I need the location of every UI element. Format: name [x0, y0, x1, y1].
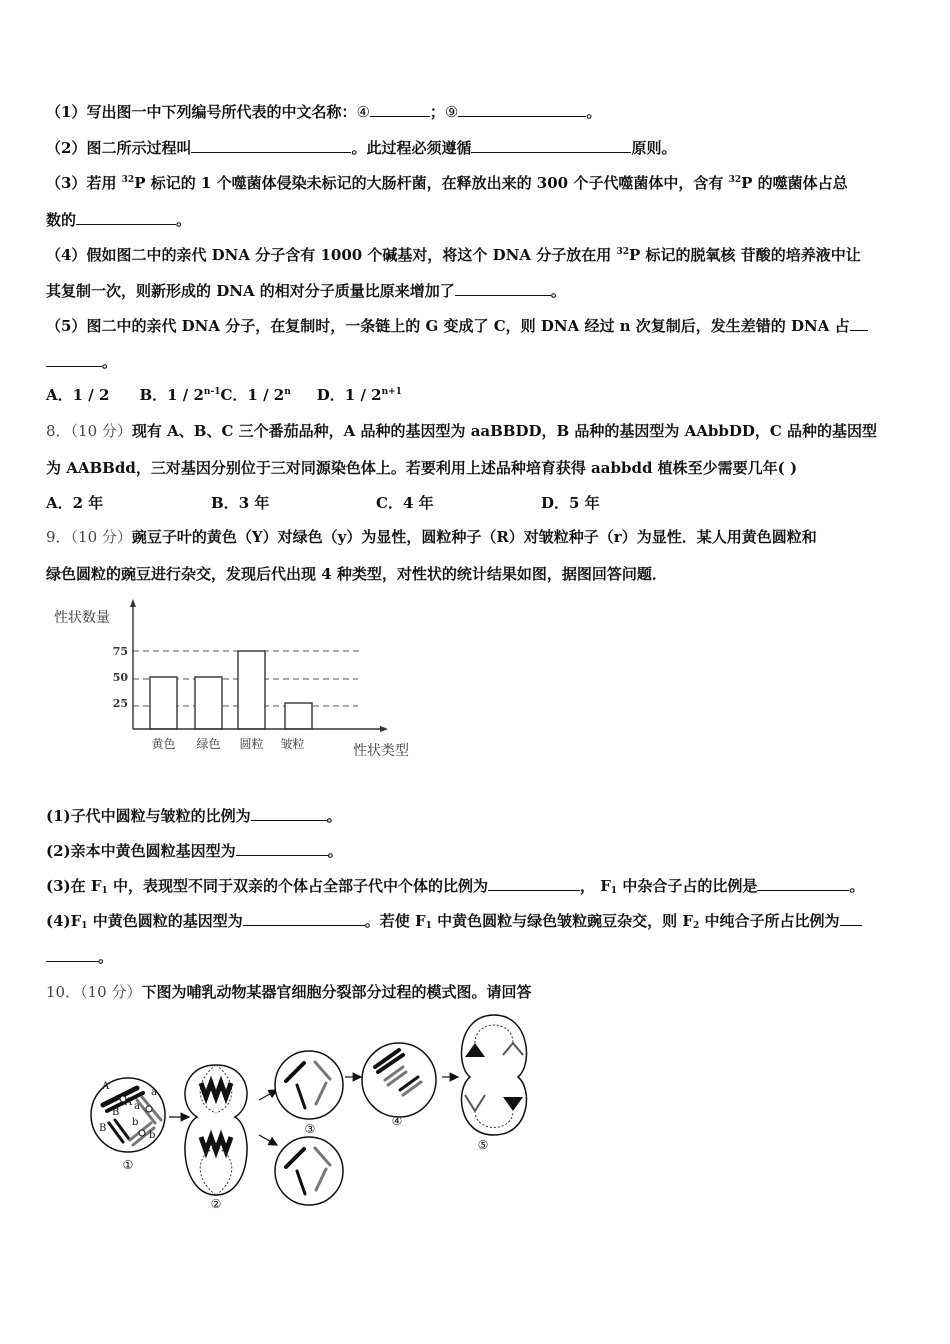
cell-3: [275, 1051, 343, 1136]
cell-2: [185, 1065, 247, 1210]
x-axis-arrow-icon: [380, 726, 388, 732]
q9-sub1: [46, 806, 342, 826]
svg-text:④: ④: [391, 1114, 403, 1128]
option-b[interactable]: [139, 385, 220, 405]
svg-text:a: a: [134, 1101, 140, 1112]
svg-text:25: 25: [112, 697, 128, 710]
circled-number-9: ⑨: [444, 103, 459, 121]
option-value: 1 / 2: [344, 386, 382, 404]
circled-number-4: ④: [356, 103, 370, 121]
cell-3-sibling: [275, 1137, 343, 1205]
bar-3: [285, 703, 312, 729]
svg-text:皱粒: 皱粒: [280, 737, 305, 751]
period: 。: [550, 282, 566, 300]
q7-part4-line2: [46, 281, 566, 301]
question-text: 现有 A、B、C 三个番茄品种，A 品种的基因型为 aaBBDD，B 品种的基因型为 AAbbDD，C 品种的基因型: [131, 422, 878, 440]
answer-blank-homozygous-b[interactable]: [46, 947, 98, 962]
option-label: D．: [316, 386, 345, 404]
svg-text:⑤: ⑤: [477, 1138, 489, 1152]
svg-text:绿色: 绿色: [196, 737, 221, 751]
sub-label: (2): [46, 842, 71, 860]
part-text: 图二中的亲代 DNA 分子，在复制时，一条链上的 G 变成了 C，则 DNA 经过 n 次复制后，发生差错的 DNA 占: [86, 317, 850, 335]
svg-text:a: a: [151, 1087, 157, 1098]
option-a[interactable]: [46, 493, 211, 513]
subscript: 1: [425, 921, 432, 931]
part-text: 若用: [86, 174, 122, 192]
answer-blank-error-a[interactable]: [850, 316, 868, 331]
part-text: 数的: [46, 211, 77, 229]
svg-text:b: b: [132, 1117, 139, 1128]
q8-stem-line1: [46, 421, 877, 441]
sub-text: 在 F: [70, 877, 102, 895]
q8-stem-line2: [46, 458, 797, 478]
svg-text:黄色: 黄色: [151, 737, 176, 751]
y-tick-labels: [113, 645, 129, 710]
option-label: C．: [220, 386, 248, 404]
option-label: C．: [376, 494, 403, 512]
question-text: 下图为哺乳动物某器官细胞分裂部分过程的模式图。请回答: [141, 983, 532, 1001]
separator: ；: [429, 103, 445, 121]
q9-stem-line2: [46, 564, 667, 584]
q7-options: [46, 385, 402, 405]
option-label: A．: [46, 494, 73, 512]
part-text: 假如图二中的亲代 DNA 分子含有 1000 个碱基对，将这个 DNA 分子放在用: [86, 246, 617, 264]
option-value: 1 / 2: [247, 386, 285, 404]
answer-blank-ratio[interactable]: [76, 210, 176, 225]
question-score: （10 分）: [70, 528, 132, 546]
bar-2: [238, 651, 265, 729]
question-score: （10 分）: [70, 422, 132, 440]
part-text: 写出图一中下列编号所代表的中文名称：: [86, 103, 357, 121]
part-text: P 的噬菌体占总: [741, 174, 848, 192]
bar-chart-svg: [40, 595, 430, 765]
answer-blank-process[interactable]: [191, 138, 351, 153]
q7-part1: [46, 102, 601, 122]
part-text: 图二所示过程叫: [86, 139, 192, 157]
answer-blank-ratio[interactable]: [251, 806, 327, 821]
q9-sub2: [46, 841, 343, 861]
part-label: （3）: [46, 174, 87, 192]
cell-5: [461, 1015, 526, 1152]
part-text: 其复制一次，则新形成的 DNA 的相对分子质量比原来增加了: [46, 282, 455, 300]
option-c[interactable]: [376, 493, 541, 513]
part-label: （1）: [46, 103, 87, 121]
question-number: 10．: [46, 983, 81, 1001]
sub-label: (3): [46, 877, 71, 895]
q8-options: [46, 493, 600, 513]
answer-blank-4[interactable]: [370, 102, 430, 117]
svg-text:75: 75: [112, 645, 128, 658]
part-label: （2）: [46, 139, 87, 157]
q7-part4: [46, 245, 861, 265]
option-label: D．: [541, 494, 570, 512]
q7-part2: [46, 138, 676, 158]
answer-blank-genotype[interactable]: [243, 911, 365, 926]
bar-1: [195, 677, 222, 729]
sub-text: 中，表现型不同于双亲的个体占全部子代中个体的比例为: [107, 877, 489, 895]
period: 。: [102, 353, 118, 371]
answer-blank-homozygous-a[interactable]: [840, 911, 862, 926]
sub-text: ， F: [580, 877, 611, 895]
part-label: （4）: [46, 246, 87, 264]
sub-label: (1): [46, 807, 71, 825]
bar-0: [150, 677, 177, 729]
x-tick-labels: [151, 736, 304, 751]
cell-division-svg: [85, 1005, 565, 1210]
q7-part5: [46, 316, 868, 336]
option-d[interactable]: [317, 385, 402, 405]
period: 。: [586, 103, 602, 121]
q10-stem: [46, 982, 531, 1002]
part-label: （5）: [46, 317, 87, 335]
option-value: 1 / 2: [167, 386, 204, 404]
q9-sub4-line2: [46, 947, 113, 967]
bars: [150, 651, 312, 729]
subscript: 2: [693, 921, 700, 931]
answer-blank-genotype[interactable]: [236, 841, 328, 856]
question-text: 豌豆子叶的黄色（Y）对绿色（y）为显性，圆粒种子（R）对皱粒种子（r）为显性．某人用黄色圆粒和: [131, 528, 817, 546]
svg-text:B: B: [99, 1123, 107, 1134]
option-a[interactable]: [46, 385, 109, 405]
question-number: 9．: [46, 528, 71, 546]
period: 。: [326, 807, 342, 825]
isotope-superscript: 32: [728, 175, 742, 185]
sub-text: 子代中圆粒与皱粒的比例为: [70, 807, 251, 825]
part-text: P 标记的脱氧核 苷酸的培养液中让: [629, 246, 861, 264]
option-b[interactable]: [211, 493, 376, 513]
question-score: （10 分）: [80, 983, 142, 1001]
q7-part3-line2: [46, 210, 191, 230]
svg-text:①: ①: [122, 1158, 134, 1172]
question-number: 8．: [46, 422, 71, 440]
trait-bar-chart: [40, 595, 430, 765]
exponent: n+1: [381, 387, 402, 397]
svg-text:②: ②: [210, 1197, 222, 1210]
svg-text:③: ③: [304, 1122, 316, 1136]
subscript: 1: [101, 886, 108, 896]
answer-blank-ratio-a[interactable]: [488, 876, 580, 891]
period: 。: [327, 842, 343, 860]
question-text: 为 AABBdd，三对基因分别位于三对同源染色体上。若要利用上述品种培育获得 aabbdd 植株至少需要几年( ): [46, 459, 798, 477]
cell-division-figure: [85, 1005, 565, 1210]
cell-4: [362, 1043, 436, 1128]
option-label: B．: [211, 494, 239, 512]
option-label: A．: [46, 386, 73, 404]
isotope-superscript: 32: [121, 175, 135, 185]
period: 。: [849, 877, 865, 895]
option-value: 4 年: [402, 494, 434, 512]
subscript: 1: [610, 886, 618, 896]
period: 。: [98, 948, 114, 966]
subscript: 1: [81, 921, 88, 931]
option-value: 3 年: [238, 494, 270, 512]
answer-blank-mass[interactable]: [455, 281, 551, 296]
option-d[interactable]: [541, 493, 600, 513]
sub-text: 中黄色圆粒与绿色皱粒豌豆杂交，则 F: [431, 912, 694, 930]
x-axis-label: 性状类型: [353, 743, 409, 759]
option-value: 5 年: [569, 494, 600, 512]
period: 。: [176, 211, 192, 229]
exponent: n: [284, 387, 291, 397]
option-value: 2 年: [72, 494, 104, 512]
q9-sub3: [46, 876, 864, 896]
answer-blank-error-b[interactable]: [46, 352, 102, 367]
isotope-superscript: 32: [616, 247, 629, 257]
q7-part5-line2: [46, 352, 117, 372]
svg-text:b: b: [149, 1130, 156, 1141]
svg-text:A: A: [102, 1081, 110, 1092]
part-text: 。此过程必须遵循: [351, 139, 472, 157]
y-axis-arrow-icon: [130, 599, 136, 607]
q9-sub4: [46, 911, 862, 931]
answer-blank-ratio-b[interactable]: [757, 876, 849, 891]
part-text: P 标记的 1 个噬菌体侵染未标记的大肠杆菌，在释放出来的 300 个子代噬菌体中，含有: [134, 174, 729, 192]
svg-text:圆粒: 圆粒: [239, 737, 264, 751]
svg-text:50: 50: [112, 671, 128, 684]
sub-text: F: [70, 912, 82, 930]
exponent: n-1: [203, 387, 221, 397]
sub-text: 中纯合子所占比例为: [699, 912, 840, 930]
sub-label: (4): [46, 912, 71, 930]
sub-text: 。若使 F: [364, 912, 426, 930]
svg-text:B: B: [112, 1107, 120, 1118]
option-label: B．: [139, 386, 168, 404]
svg-text:A: A: [125, 1097, 133, 1108]
sub-text: 亲本中黄色圆粒基因型为: [70, 842, 236, 860]
question-text: 绿色圆粒的豌豆进行杂交，发现后代出现 4 种类型，对性状的统计结果如图，据图回答问题．: [46, 565, 667, 583]
answer-blank-principle[interactable]: [471, 138, 631, 153]
part-text: 原则。: [631, 139, 677, 157]
q7-part3: [46, 173, 848, 193]
answer-blank-9[interactable]: [458, 102, 586, 117]
y-axis-label: 性状数量: [54, 610, 110, 626]
q9-stem-line1: [46, 527, 817, 547]
option-value: 1 / 2: [72, 386, 110, 404]
sub-text: 中杂合子占的比例是: [617, 877, 758, 895]
sub-text: 中黄色圆粒的基因型为: [87, 912, 243, 930]
option-c[interactable]: [220, 385, 290, 405]
cell-1: [91, 1078, 165, 1172]
